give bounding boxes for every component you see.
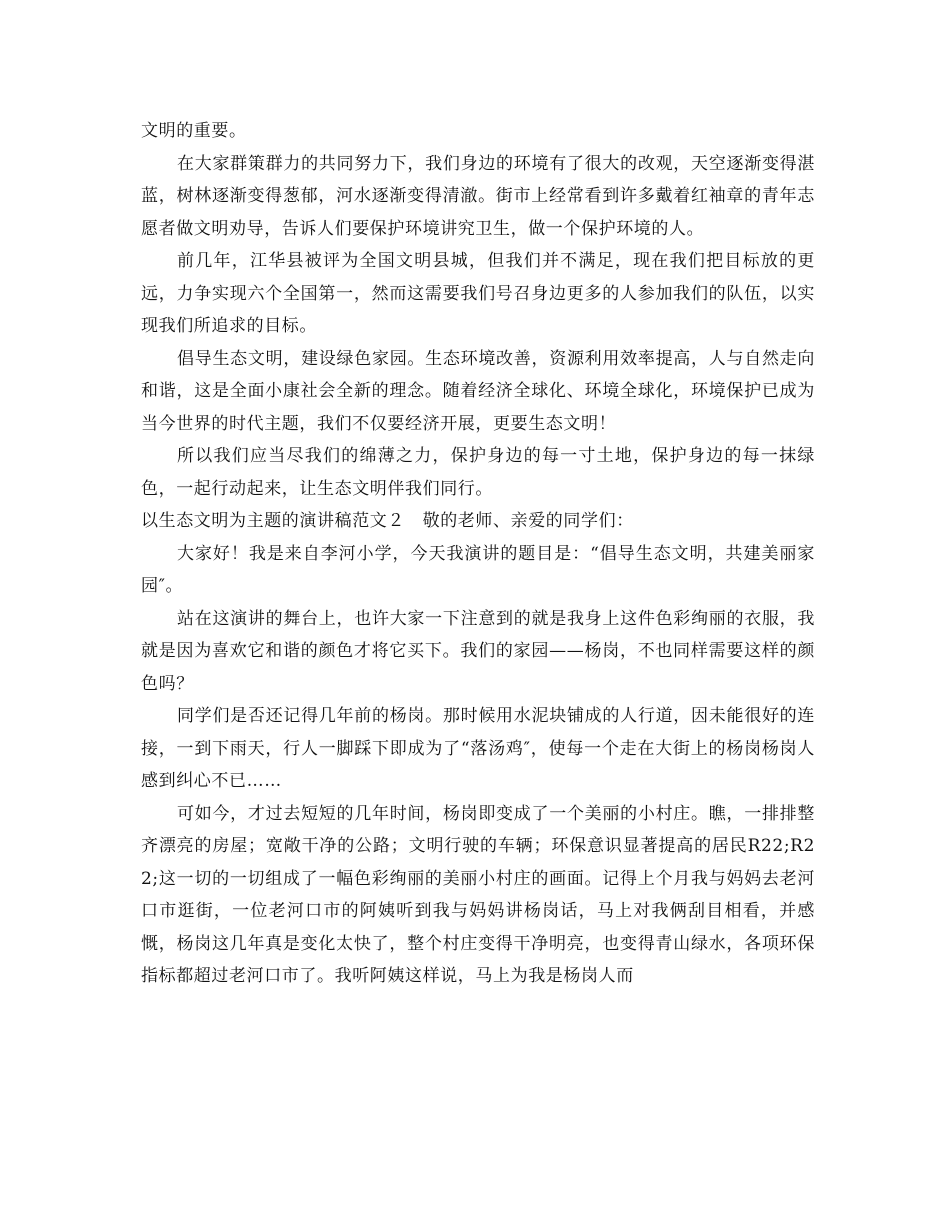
paragraph-greeting: 大家好！我是来自李河小学，今天我演讲的题目是：“倡导生态文明，共建美丽家园″。 — [141, 543, 815, 596]
paragraph-civilized-county: 前几年，江华县被评为全国文明县城，但我们并不满足，现在我们把目标放的更远，力争实现六个全国第一，然而这需要我们号召身边更多的人参加我们的队伍，以实现我们所追求的目标。 — [141, 251, 815, 336]
paragraph-continuation: 文明的重要。 — [141, 121, 247, 141]
section-heading: 以生态文明为主题的演讲稿范文２ 敬的老师、亲爱的同学们： — [141, 511, 634, 531]
paragraph-environment-improvement: 在大家群策群力的共同努力下，我们身边的环境有了很大的改观，天空逐渐变得湛蓝，树林逐渐变得葱郁，河水逐渐变得清澈。街市上经常看到许多戴着红袖章的青年志愿者做文明劝导，告诉人们要保护环境讲究卫生，做一个保护环境的人。 — [141, 153, 815, 239]
paragraph-call-to-action: 所以我们应当尽我们的绵薄之力，保护身边的每一寸土地，保护身边的每一抹绿色，一起行动起来，让生态文明伴我们同行。 — [141, 446, 815, 499]
document-body — [141, 115, 815, 993]
paragraph-stage-clothes: 站在这演讲的舞台上，也许大家一下注意到的就是我身上这件色彩绚丽的衣服，我就是因为喜欢它和谐的颜色才将它买下。我们的家园——杨岗，不也同样需要这样的颜色吗？ — [141, 608, 815, 694]
paragraph-past-yanggang: 同学们是否还记得几年前的杨岗。那时候用水泥块铺成的人行道，因未能很好的连接，一到下雨天，行人一脚踩下即成为了“落汤鸡″，使每一个走在大街上的杨岗杨岗人感到纠心不已…… — [141, 706, 815, 791]
paragraph-ecological-civilization: 倡导生态文明，建设绿色家园。生态环境改善，资源利用效率提高，人与自然走向和谐，这是全面小康社会全新的理念。随着经济全球化、环境全球化，环境保护已成为当今世界的时代主题，我们不仅要经济开展，更要生态文明！ — [141, 348, 815, 434]
paragraph-present-yanggang: 可如今，才过去短短的几年时间，杨岗即变成了一个美丽的小村庄。瞧，一排排整齐漂亮的房屋；宽敞干净的公路；文明行驶的车辆；环保意识显著提高的居民R22;R22;这一切的一切组成了一幅色彩绚丽的美丽小村庄的画面。记得上个月我与妈妈去老河口市逛街，一位老河口市的阿姨听到我与妈妈讲杨岗话，马上对我俩刮目相看，并感慨，杨岗这几年真是变化太快了，整个村庄变得干净明亮，也变得青山绿水，各项环保指标都超过老河口市了。我听阿姨这样说，马上为我是杨岗人而 — [141, 803, 815, 986]
